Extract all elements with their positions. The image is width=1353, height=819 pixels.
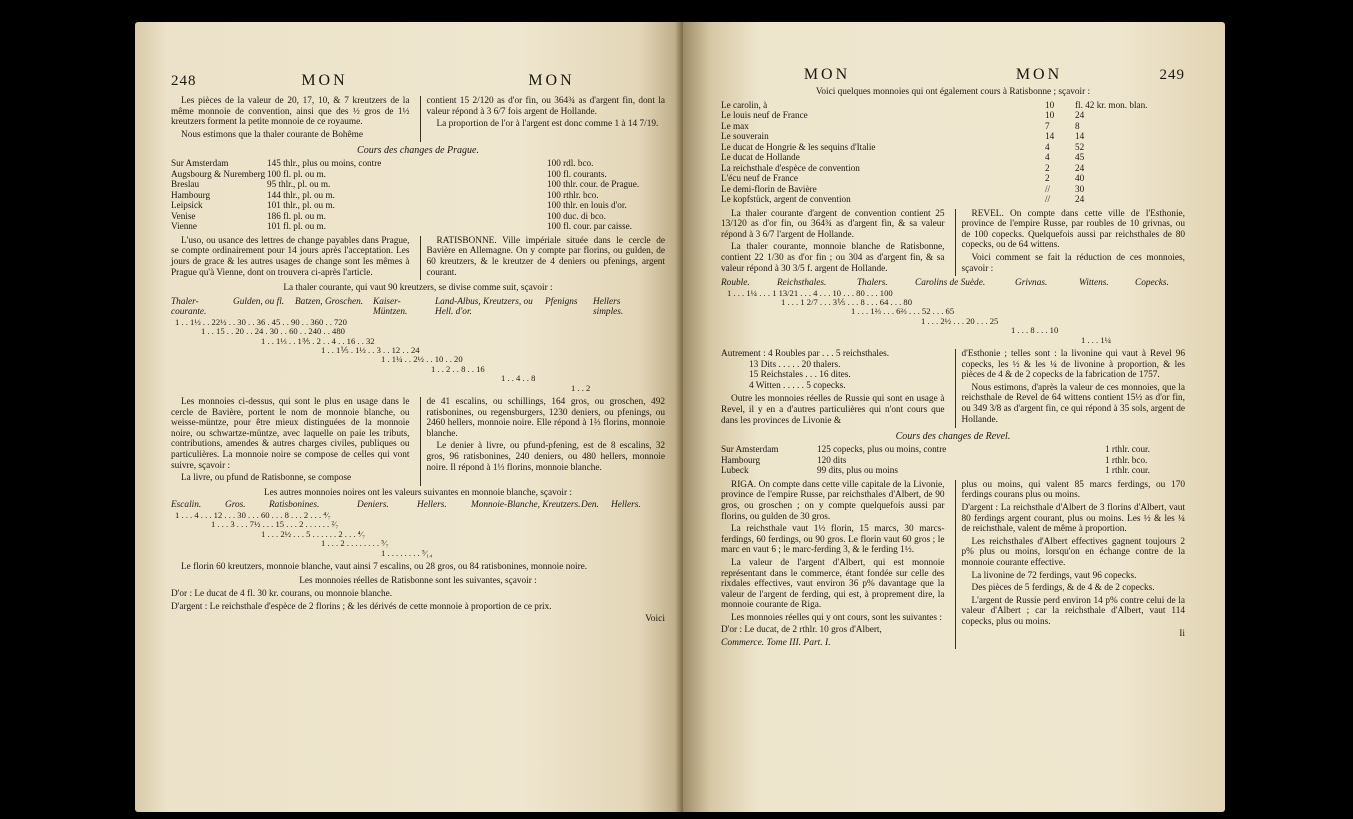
revel-exchange-table (721, 444, 1185, 476)
coin-florins: 10 (1045, 99, 1055, 110)
paragraph: Des pièces de 5 ferdings, & de 4 & de 2 copecks. (971, 583, 1155, 594)
table-row: 1 . . 2 . . 8 . . 16 (431, 363, 485, 374)
paragraph: L'argent de Russie perd environ 14 p% contre celui de la valeur d'Albert ; car la reichsthale d'Albert, vaut 114 copecks, plus ou moins. (961, 595, 1185, 627)
column-header: Hellers simples. (593, 296, 624, 318)
column-header: Monnoie-Blanche, Kreutzers. (471, 500, 581, 511)
column-header: Den. (581, 500, 599, 511)
paragraph: Nous estimons que la thaler courante de Bohême (181, 129, 364, 140)
rate: 145 thlr., plus ou moins, contre (267, 158, 382, 169)
table-row: 1 . 1¼ . . 2½ . . 10 . . 20 (381, 354, 463, 365)
result: 1 rthlr. cour. (1105, 444, 1150, 455)
paragraph: La thaler courante d'argent de convention contient 25 13/120 as d'or fin, ou 364¾ as d'argent fin, & sa valeur répond à 3 6/7 l'argent de Hollande. (721, 208, 945, 240)
rate: 101 fl. pl. ou m. (267, 221, 326, 232)
paragraph: d'Esthonie ; telles sont : la livonine qui vaut à Revel 96 copecks, les ½ & les ¼ de livonine à proportion, & les pièces de 4 & de 2 copecks de la fabrication de 1757. (961, 349, 1185, 381)
paragraph: de 41 escalins, ou schillings, 164 gros, ou groschen, 492 ratisbonines, ou regensburgers, 1230 deniers, ou pfenings, ou 2460 hellers, monnoie noire. Elle répond à 1⅔ florins, monnoie blanche. (426, 397, 665, 439)
left-col (171, 236, 410, 280)
paragraph: Les autres monnoies noires ont les valeurs suivantes en monnoie blanche, sçavoir : (263, 487, 572, 498)
coin-florins: 4 (1045, 141, 1050, 152)
thaler-table (171, 297, 665, 393)
column-header: Thalers. (857, 278, 888, 289)
running-head: MON (528, 72, 575, 89)
column-header: Pfenigns (545, 296, 578, 307)
section-title: Cours des changes de Revel. (895, 431, 1011, 443)
signature-mark: Ii (1179, 629, 1185, 640)
coin-name: Le louis neuf de France (721, 110, 808, 121)
paragraph: RATISBONNE. Ville impériale située dans le cercle de Bavière en Allemagne. On y compte par florins, ou gulden, de 60 kreutzers, & le kreutzer de 4 deniers ou pfenings, argent courant. (426, 235, 665, 278)
running-head: MON (301, 72, 348, 89)
table-row: 1 . . 1½ . . 22½ . . 30 . . 36 . 45 . . 90 . . 360 . . 720 (175, 316, 347, 327)
column-header: Hellers. (417, 500, 447, 511)
city: Lubeck (721, 465, 749, 476)
paragraph: plus ou moins, qui valent 85 marcs ferdings, ou 170 ferdings courans plus ou moins. (961, 479, 1185, 501)
table-row: 1 . . . 3 . . . 7½ . . . 15 . . . 2 . . . . . . ²⁄₇ (211, 519, 339, 530)
column-header: Ratisbonines. (269, 500, 320, 511)
coin-florins: // (1045, 194, 1051, 205)
left-page (135, 22, 683, 812)
coin-name: Le ducat de Hongrie & les sequins d'Italie (721, 141, 876, 152)
city: Hambourg (721, 454, 761, 465)
result: 100 fl. cour. par caisse. (547, 221, 632, 232)
paragraph: Les monnoies réelles de Ratisbonne sont les suivantes, sçavoir : (299, 575, 537, 586)
city: Sur Amsterdam (721, 444, 779, 455)
column-header: Reichsthales. (777, 278, 827, 289)
table-row: 1 . . . 1¼ . . . 1 13/21 . . . 4 . . . 10 . . . 80 . . . 100 (727, 287, 893, 298)
coin-florins: 7 (1045, 120, 1050, 131)
coin-kreutzers: 40 (1075, 173, 1085, 184)
coin-kreutzers: 14 (1075, 131, 1085, 142)
left-col (171, 96, 410, 142)
table-row: 1 . . . . . . . . ⁵⁄₁₄ (381, 547, 433, 558)
city: Sur Amsterdam (171, 158, 229, 169)
paragraph: Voici quelques monnoies qui ont également cours à Ratisbonne ; sçavoir : (815, 87, 1091, 97)
result: 100 duc. di bco. (547, 210, 606, 221)
coin-florins: 2 (1045, 173, 1050, 184)
list-item: 4 Witten . . . . . 5 copecks. (749, 380, 846, 391)
paragraph: La livre, ou pfund de Ratisbonne, se compose (181, 473, 352, 484)
paragraph: L'uso, ou usance des lettres de change payables dans Prague, se compte ordinairement pour 14 jours après l'acceptation. Les jours de grace & les autres usages de change sont les mêmes à Prague qu'à Vienne, dont on trouvera ci-après l'article. (171, 235, 410, 278)
list-item: 15 Reichstales . . . 16 dites. (749, 370, 851, 381)
paragraph: RIGA. On compte dans cette ville capitale de la Livonie, province de l'empire Russe, par reichsthales d'Albert, de 90 gros, ou groschen ; on y compte quelquefois aussi par florins, ou gulden de 30 gros. (721, 479, 945, 522)
coin-kreutzers: 24 (1075, 110, 1085, 121)
table-row: 1 . . . 1⅔ . . . 6⅔ . . . 52 . . . 65 (851, 306, 955, 317)
result: 100 fl. courants. (547, 168, 607, 179)
rate: 99 dits, plus ou moins (817, 465, 898, 476)
page-number: 248 (171, 73, 197, 89)
coin-florins: 14 (1045, 131, 1055, 142)
city: Leipsick (171, 200, 203, 211)
paragraph: La livonine de 72 ferdings, vaut 96 copecks. (971, 570, 1137, 581)
rate: 144 thlr., pl. ou m. (267, 189, 335, 200)
table-row: 1 . . 1⅕ . 1½ . . 3 . . 12 . . 24 (321, 345, 420, 356)
table-row: 1 . . . 4 . . . 12 . . . 30 . . . 60 . . . 8 . . . 2 . . . ⁴⁄₇ (175, 509, 331, 520)
paragraph: Le denier à livre, ou pfund-pfening, est de 8 escalins, 32 gros, 96 ratisbonines, 240 deniers, ou 480 hellers, monnoie noire. Il répond à 1⅓ florins, monnoie blanche. (426, 441, 665, 473)
result: 100 rdl. bco. (547, 158, 594, 169)
rate: 95 thlr., pl. ou m. (267, 179, 331, 190)
coin-kreutzers: 24 (1075, 194, 1085, 205)
table-row: 1 . . . 2 . . . . . . . . ⁵⁄₇ (321, 538, 389, 549)
paragraph: D'or : Le ducat, de 2 rthlr. 10 gros d'Albert, (721, 625, 882, 636)
coin-name: Le demi-florin de Bavière (721, 183, 817, 194)
coins-table (721, 100, 1185, 205)
left-col (721, 480, 945, 649)
rate: 125 copecks, plus ou moins, contre (817, 444, 947, 455)
paragraph: La valeur de l'argent d'Albert, qui est monnoie représentant dans le commerce, étant fondée sur celle des rixdales effectives, vaut environ 36 p% davantage que la valeur de l'argent de ferding, qui est, à proprement dire, la monnoie courante de Riga. (721, 557, 945, 611)
table-row: 1 . . 2 (571, 382, 591, 393)
column-header: Thaler-courante. (171, 296, 207, 318)
city: Venise (171, 210, 196, 221)
paragraph: La thaler courante, monnoie blanche de Ratisbonne, contient 22 1/30 as d'or fin ; ou 304 as d'argent fin, & sa valeur répond à 30 3/5 f. argent de Hollande. (721, 242, 945, 274)
paragraph: Nous estimons, d'après la valeur de ces monnoies, que la reichsthale de Revel de 64 wittens contient 15½ as d'or fin, ou 349 3/8 as d'argent fin, ce qui répond à 35 sols, argent de Hollande. (961, 382, 1185, 425)
column-header: Carolins de Suède. (915, 278, 986, 289)
coin-name: La reichsthale d'espèce de convention (721, 162, 860, 173)
result: 100 thlr. cour. de Prague. (547, 179, 640, 190)
coin-florins: // (1045, 183, 1051, 194)
coin-name: Le carolin, à (721, 99, 768, 110)
rate: 100 fl. pl. ou m. (267, 168, 326, 179)
column-header: Kaiser-Müntzen. (373, 296, 408, 318)
paragraph: D'argent : La reichsthale d'Albert de 3 florins d'Albert, vaut 80 ferdings argent courant, plus ou moins. Les ½ & les ¼ de reichsthale, valent de même à proportion. (961, 502, 1185, 535)
left-col (721, 209, 945, 277)
coin-kreutzers: 45 (1075, 152, 1085, 163)
paragraph: La thaler courante, qui vaut 90 kreutzers, se divise comme suit, sçavoir : (283, 283, 553, 294)
paragraph: REVEL. On compte dans cette ville de l'Esthonie, province de l'empire Russe, par roubles de 10 grivnas, ou de 100 copecks. Quelquefois aussi par reichsthales de 80 copecks, ou de 64 wittens. (961, 208, 1185, 251)
book-spread (135, 22, 1225, 812)
result: 1 rthlr. bco. (1105, 454, 1148, 465)
right-col (420, 236, 666, 280)
right-col (955, 480, 1186, 649)
table-row: 1 . . . 2½ . . . 5 . . . . . . 2 . . . ⁴⁄₇ (261, 528, 366, 539)
column-header: Grivnas. (1015, 278, 1048, 289)
right-col (955, 349, 1186, 428)
column-header: Deniers. (357, 500, 389, 511)
coin-kreutzers: 24 (1075, 162, 1085, 173)
coin-kreutzers: 8 (1075, 120, 1080, 131)
paragraph: D'argent : Le reichsthale d'espèce de 2 florins ; & les dérivés de cette monnoie à proportion de ce prix. (171, 601, 552, 612)
column-header: Gros. (225, 500, 246, 511)
coin-florins: 10 (1045, 110, 1055, 121)
table-row: 1 . . . 8 . . . 10 (1011, 325, 1059, 336)
coin-name: Le kopfstück, argent de convention (721, 194, 851, 205)
paragraph: Les monnoies réelles qui y ont cours, sont les suivantes : (731, 612, 942, 623)
right-col (955, 209, 1186, 277)
running-head: MON (1015, 66, 1063, 83)
right-header (721, 66, 1185, 84)
city: Augsbourg & Nuremberg (171, 168, 266, 179)
table-row: 1 . . 15 . . 20 . . 24 . 30 . . 60 . . 240 . . 480 (201, 326, 345, 337)
prague-exchange-table (171, 158, 665, 232)
paragraph: Les reichsthales d'Albert effectives gagnent toujours 2 p% plus ou moins, lorsqu'on en échange contre de la monnoie courante effective. (961, 536, 1185, 568)
coin-kreutzers: fl. 42 kr. mon. blan. (1075, 99, 1148, 110)
revel-table (721, 278, 1185, 345)
table-row: 1 . . . 1¼ (1081, 334, 1112, 345)
left-col (721, 349, 945, 428)
paragraph: Les pièces de la valeur de 20, 17, 10, & 7 kreutzers de la même monnoie de convention, ainsi que des ½ gros de 1½ kreutzers forment la petite monnoie de ce royaume. (171, 96, 410, 128)
right-col (420, 96, 666, 142)
result: 100 thlr. en louis d'or. (547, 200, 627, 211)
coin-kreutzers: 30 (1075, 183, 1085, 194)
city: Vienne (171, 221, 197, 232)
noire-table (171, 500, 665, 558)
table-row: 1 . . . 2½ . . . 20 . . . 25 (921, 315, 999, 326)
running-head: MON (803, 66, 851, 83)
page-number: 249 (1159, 67, 1185, 83)
paragraph: D'or : Le ducat de 4 fl. 30 kr. courans, ou monnoie blanche. (171, 589, 393, 600)
column-header: Hellers. (611, 500, 641, 511)
left-col (171, 397, 410, 486)
table-row: 1 . . 4 . . 8 (501, 373, 536, 384)
paragraph: La proportion de l'or à l'argent est donc comme 1 à 14 7/19. (436, 119, 659, 130)
column-header: Escalin. (171, 500, 202, 511)
city: Hambourg (171, 189, 211, 200)
section-title: Cours des changes de Prague. (357, 145, 479, 157)
column-header: Land-Albus, Kreutzers, ou Hell. d'or. (435, 296, 533, 318)
table-row: 1 . . . 1 2/7 . . . 3⅕ . . . 8 . . . 64 . . . 80 (781, 297, 913, 308)
result: 100 rthlr. bco. (547, 189, 599, 200)
paragraph: Le florin 60 kreutzers, monnoie blanche, vaut ainsi 7 escalins, ou 28 gros, ou 84 ratisbonines, monnoie noire. (181, 561, 588, 572)
column-header: Wittens. (1079, 278, 1109, 289)
column-header: Batzen, Groschen. (295, 296, 364, 307)
column-header: Gulden, ou fl. (233, 296, 285, 307)
right-col (420, 397, 666, 486)
list-item: Autrement : 4 Roubles par . . . 5 reichsthales. (721, 349, 890, 360)
paragraph: La reichsthale vaut 1½ florin, 15 marcs, 30 marcs-ferdings, 60 ferdings, ou 90 gros. Le florin vaut 60 gros ; le marc en vaut 6 ; le marc-ferding 3, & le ferding 1½. (721, 524, 945, 556)
coin-name: Le souverain (721, 131, 769, 142)
rate: 101 thlr., pl. ou m. (267, 200, 335, 211)
city: Breslau (171, 179, 200, 190)
coin-name: L'écu neuf de France (721, 173, 798, 184)
catchword: Voici (645, 614, 665, 625)
paragraph: Voici comment se fait la réduction de ces monnoies, sçavoir : (961, 252, 1185, 274)
column-header: Rouble. (721, 278, 750, 289)
coin-kreutzers: 52 (1075, 141, 1085, 152)
coin-name: Le ducat de Hollande (721, 152, 800, 163)
coin-name: Le max (721, 120, 749, 131)
right-page (683, 22, 1225, 812)
table-row: 1 . . 1⅓ . . 1⅗ . 2 . . 4 . . 16 . . 32 (261, 335, 375, 346)
coin-florins: 4 (1045, 152, 1050, 163)
page-footer: Commerce. Tome III. Part. I. (721, 638, 831, 649)
result: 1 rthlr. cour. (1105, 465, 1150, 476)
rate: 120 dits (817, 454, 847, 465)
paragraph: contient 15 2/120 as d'or fin, ou 364¾ as d'argent fin, dont la valeur répond à 3 6/7 fois argent de Hollande. (426, 96, 665, 117)
rate: 186 fl. pl. ou m. (267, 210, 326, 221)
paragraph: Outre les monnoies réelles de Russie qui sont en usage à Revel, il y en a d'autres particulières qui n'ont cours que dans les provinces de Livonie & (721, 394, 945, 426)
list-item: 13 Dits . . . . . 20 thalers. (749, 359, 841, 370)
left-header (171, 72, 665, 90)
column-header: Copecks. (1135, 278, 1169, 289)
paragraph: Les monnoies ci-dessus, qui sont le plus en usage dans le cercle de Bavière, portent le nom de monnoie blanche, ou weisse-müntze, pour être mieux distinguées de la monnoie noire, ou schwartze-müntze, avec laquelle on paie les tributs, contributions, amendes & autres charges civiles, publiques ou particulières. La monnoie noire se compose de celles qui vont suivre, sçavoir : (171, 397, 410, 471)
coin-florins: 2 (1045, 162, 1050, 173)
